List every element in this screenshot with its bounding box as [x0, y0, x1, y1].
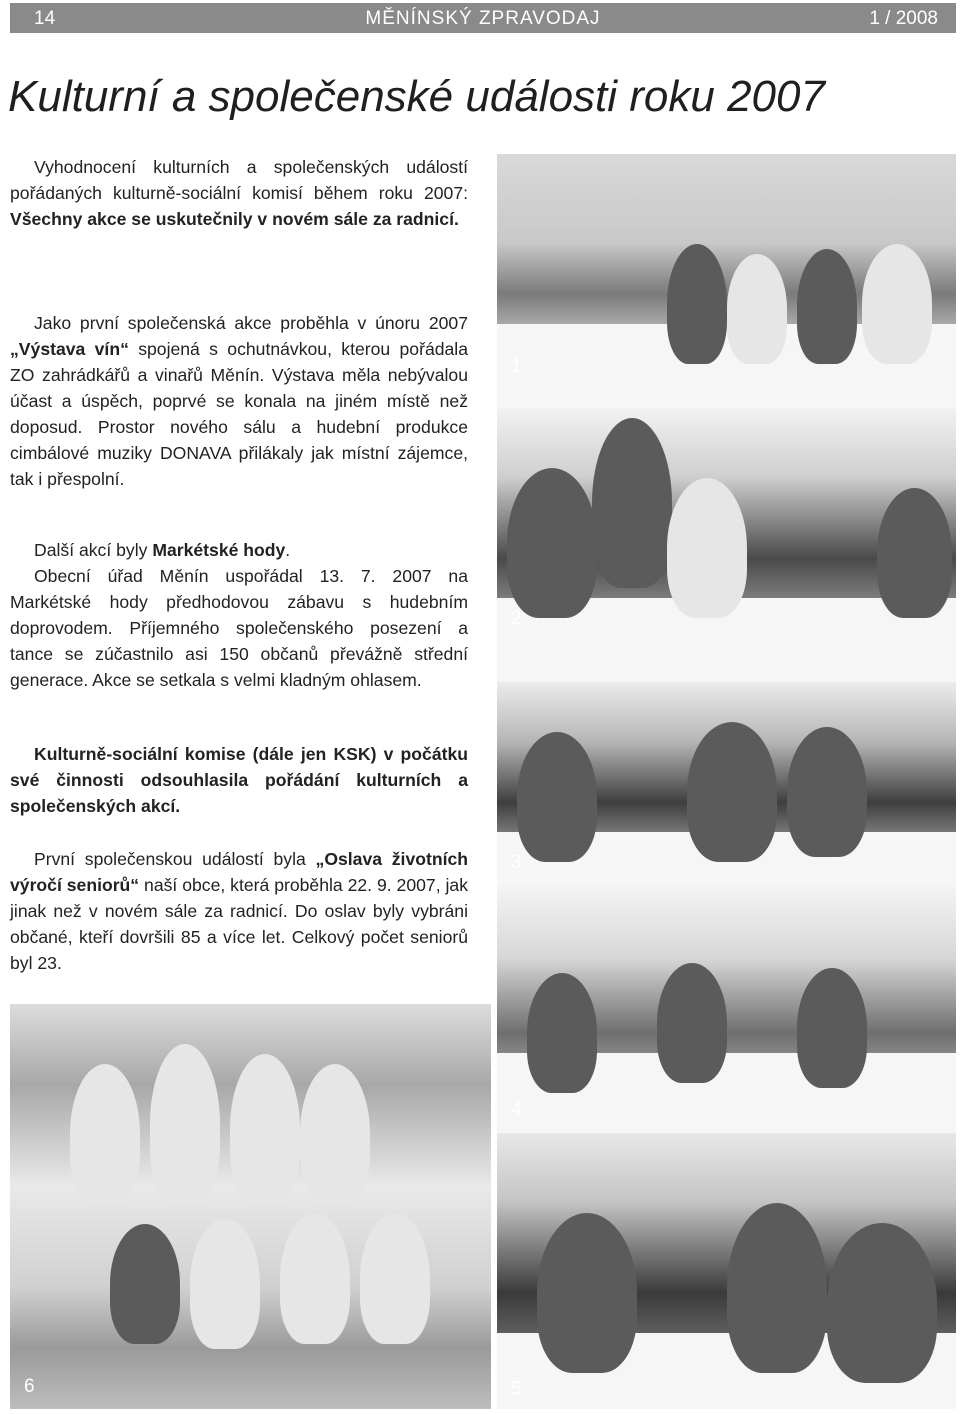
hody-event-name: Markétské hody — [152, 540, 286, 560]
intro-bold: Všechny akce se uskutečnily v novém sále za radnicí. — [10, 209, 459, 229]
hody-text-1: Další akcí byly — [34, 540, 153, 560]
photo-number: 1 — [511, 356, 522, 377]
intro-text: Vyhodnocení kulturních a společenských událostí pořádaných kulturně-sociální komisí během roku 2007: — [10, 157, 468, 203]
issue-number: 1 / 2008 — [869, 8, 938, 29]
photo-number: 5 — [511, 1379, 522, 1400]
photo-1 — [497, 154, 956, 408]
paragraph-seniors — [10, 846, 468, 976]
wine-text-2: spojená s ochutnávkou, kterou pořádala ZO zahrádkářů a vinařů Měnín. Výstava měla nebývalou účast a úspěch, poprvé se konala na jiném místě než doposud. Prostor nového sálu a hudební produkce cimbálové muziky DONAVA přilákaly jak místní zájemce, tak i přespolní. — [10, 339, 469, 489]
photo-number: 2 — [511, 608, 522, 629]
seniors-event-name: „Oslava životních výročí seniorů“ — [10, 849, 469, 895]
seniors-text-2: naší obce, která proběhla 22. 9. 2007, jak jinak než v novém sále za radnicí. Do oslav byly vybráni občané, kteří dovršili 85 a více let. Celkový počet seniorů byl 23. — [10, 875, 468, 973]
newsletter-title: MĚNÍNSKÝ ZPRAVODAJ — [365, 8, 601, 29]
wine-event-name: „Výstava vín“ — [10, 339, 129, 359]
seniors-text-1: První společenskou událostí byla — [34, 849, 316, 869]
photo-3 — [497, 682, 956, 883]
photo-2 — [497, 408, 956, 682]
hody-text-3: Obecní úřad Měnín uspořádal 13. 7. 2007 na Markétské hody předhodovou zábavu s hudebním doprovodem. Příjemného společenského posezení a tance se zúčastnilo asi 150 občanů převážně střední generace. Akce se setkala s velmi kladným ohlasem. — [10, 566, 468, 690]
photo-5 — [497, 1133, 956, 1409]
article-title: Kulturní a společenské události roku 2007 — [8, 72, 825, 121]
paragraph-intro — [10, 154, 468, 232]
photo-number: 4 — [511, 1099, 522, 1120]
photo-4 — [497, 883, 956, 1133]
page-header — [10, 3, 956, 33]
hody-text-2: . — [285, 540, 291, 560]
wine-text-1: Jako první společenská akce proběhla v únoru 2007 — [34, 313, 468, 333]
photo-6 — [10, 1004, 491, 1409]
paragraph-wine-exhibition — [10, 310, 468, 492]
photo-number: 3 — [511, 852, 522, 873]
paragraph-ksk — [10, 741, 468, 819]
page-number: 14 — [34, 8, 56, 29]
ksk-bold: Kulturně-sociální komise (dále jen KSK) v počátku své činnosti odsouhlasila pořádání kulturních a společenských akcí. — [10, 744, 468, 816]
photo-number: 6 — [24, 1376, 35, 1397]
paragraph-hody — [10, 537, 468, 693]
